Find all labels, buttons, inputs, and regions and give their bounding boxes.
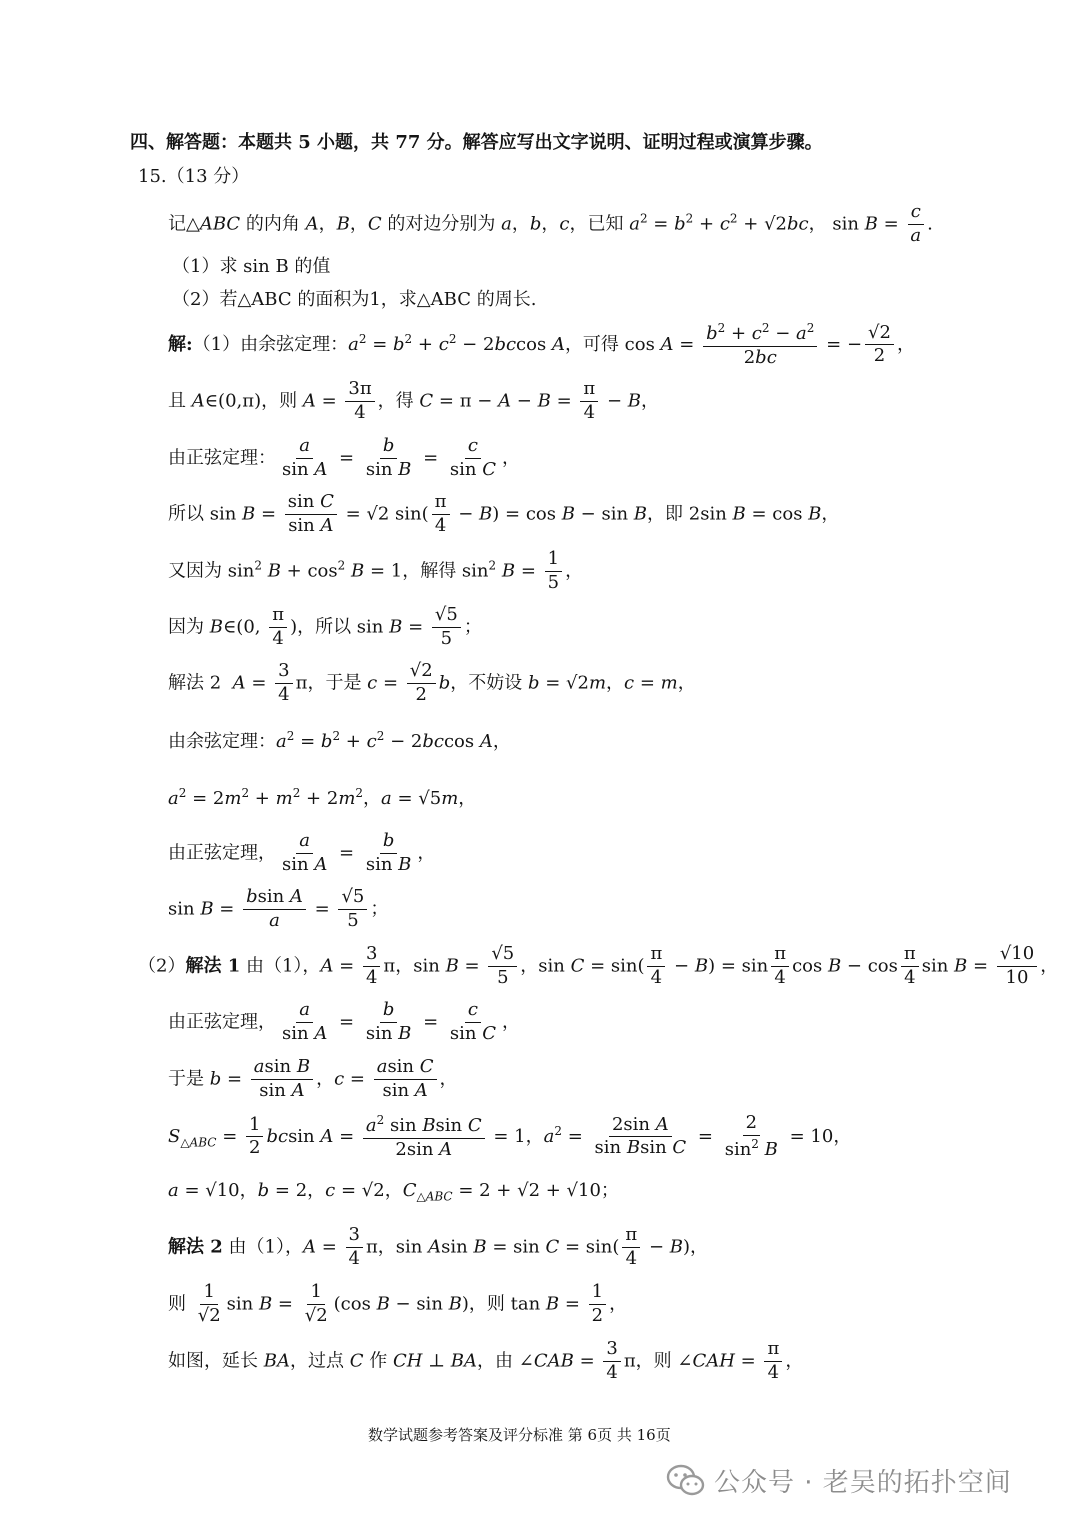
sol-line-10: 由正弦定理， $\frac{a}{\text{sin A}}$ = $\frac{b}{\text{sin B}}$ ， <box>168 830 436 875</box>
sol-line-13: 由正弦定理， $\frac{a}{\text{sin A}}$ = $\frac{b}{\text{sin B}}$ = $\frac{c}{\text{sin C}}$ ， <box>168 999 521 1044</box>
sol-line-17: 解法 2 由（1），A = $\frac{3}{4}$ π，sin Asin B = sin C = sin( $\frac{\pi}{4}$ − B)， <box>168 1224 709 1269</box>
sol-line-2: 且 A∈(0,π)，则 A = $\frac{3\pi}{4}$ ，得 C = π − A − B = $\frac{\pi}{4}$ − B， <box>168 378 659 423</box>
sol-line-7: 解法 2 A = $\frac{3}{4}$ π，于是 c = $\frac{√2}{2}$ b，不妨设 b = √2m，c = m， <box>168 660 696 705</box>
sol-line-1: 解:（1）由余弦定理：$a^2 = b^2 + c^2 - 2bccos$ A，可得 cos A = $\frac{b^2 + c^2 - a^2}{2bc}$ = − $\frac{√2}{2}$ ， <box>168 321 915 368</box>
part1: （1）求 sin B 的值 <box>172 256 331 277</box>
page-footer: 数学试题参考答案及评分标准 第 6页 共 16页 <box>368 1426 671 1444</box>
problem-number: 15.（13 分） <box>138 166 250 187</box>
sol-line-16: a = √10，b = 2，c = √2，$C_{\triangle ABC} = 2 + √2 + √10$； <box>168 1180 619 1204</box>
watermark <box>666 1462 1012 1499</box>
sol-line-6: 因为 B∈(0, $\frac{\pi}{4}$ )，所以 sin B = $\frac{√5}{5}$ ； <box>168 604 482 649</box>
sol-line-18: 则 $\frac{1}{√2}$ sin B = $\frac{1}{√2}$ (cos B − sin B)，则 tan B = $\frac{1}{2}$ ， <box>168 1281 628 1326</box>
sol-line-15: $S_{\triangle ABC}$ = $\frac{1}{2}$ bcsin A = $\frac{a^2 \sin Bsin C}{\text{2sin A}}$ = 1，$a^2$ = $\frac{\text{2sin A}}{\text{sin Bsin C}}$ = $\frac{2}{\sin^2 B}$ = 10， <box>168 1112 852 1160</box>
part2: （2）若△ABC 的面积为1，求△ABC 的周长. <box>172 289 537 310</box>
section-heading: 四、解答题：本题共 5 小题，共 77 分。解答应写出文字说明、证明过程或演算步骤。 <box>130 132 823 153</box>
sol-line-19: 如图，延长 BA，过点 C 作 CH ⊥ BA，由 ∠CAB = $\frac{3}{4}$ π，则 ∠CAH = $\frac{\pi}{4}$ ， <box>168 1338 804 1383</box>
problem-statement: 记△ABC 的内角 A，B，C 的对边分别为 a，b，c，已知 $a^2 = b^2 + c^2 + √2bc$， sin B = $\frac{c}{a}$ . <box>168 201 933 246</box>
sol-line-9: $a^2 = 2m^2 + m^2 + 2m^2$，a = √5m， <box>168 786 477 809</box>
sol-line-14: 于是 b = $\frac{\text{asin B}}{\text{sin A}}$ ，c = $\frac{\text{asin C}}{\text{sin A}}$ ， <box>168 1056 458 1101</box>
sol-line-4: 所以 sin B = $\frac{\text{sin C}}{\text{sin A}}$ = √2 sin( $\frac{\pi}{4}$ − B) = cos B − sin B，即 2sin B = cos B， <box>168 491 840 536</box>
sol-line-12: （2）解法 1 由（1），A = $\frac{3}{4}$ π，sin B = $\frac{√5}{5}$ ，sin C = sin( $\frac{\pi}{4}$ − B) = sin $\frac{\pi}{4}$ cos B − cos $\frac{\pi}{4}$ sin B = $\frac{√10}{10}$ ， <box>138 943 1059 988</box>
wechat-icon <box>666 1464 706 1498</box>
watermark-text: 公众号 · 老吴的拓扑空间 <box>714 1468 1012 1498</box>
sol-line-3: 由正弦定理： $\frac{a}{\text{sin A}}$ = $\frac{b}{\text{sin B}}$ = $\frac{c}{\text{sin C}}$ ， <box>168 435 521 480</box>
sol-line-5: 又因为 $\sin^2 B + \cos^2 B = 1$，解得 $\sin^2 B$ = $\frac{1}{5}$ ， <box>168 548 584 593</box>
sol-line-11: sin B = $\frac{\text{bsin A}}{a}$ = $\frac{√5}{5}$ ； <box>168 886 389 931</box>
sol-line-8: 由余弦定理：$a^2 = b^2 + c^2 - 2bccos$ A， <box>168 729 511 752</box>
